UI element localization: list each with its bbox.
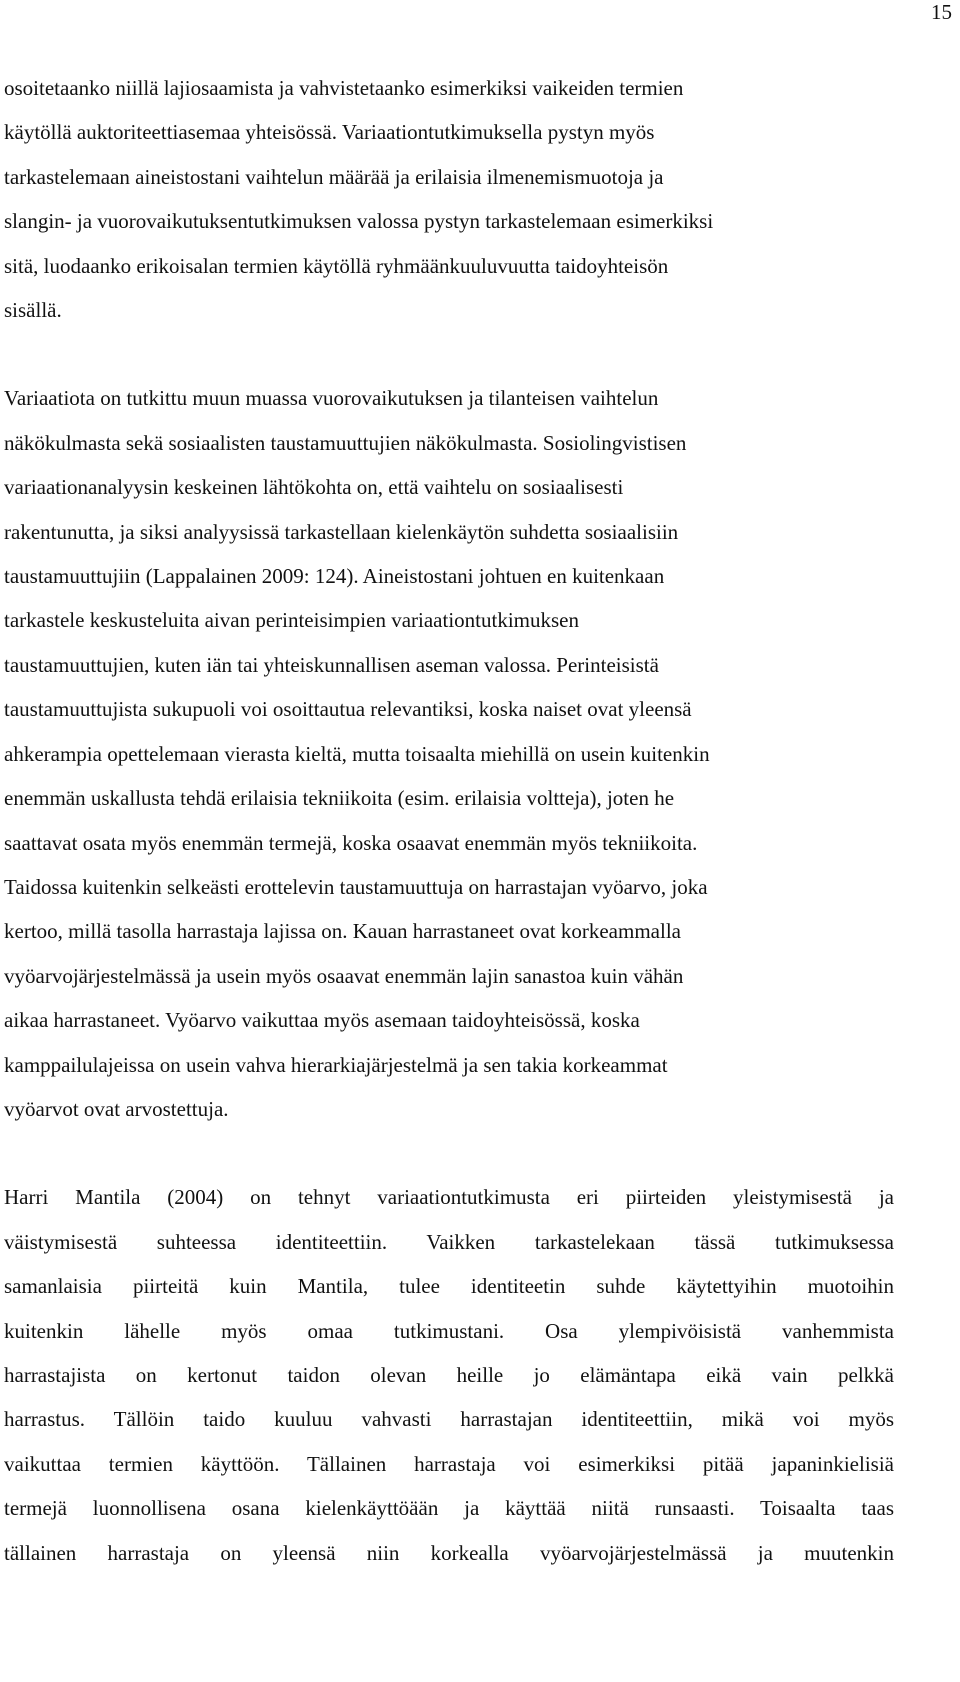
- text-line: slangin- ja vuorovaikutuksentutkimuksen valossa pystyn tarkastelemaan esimerkiksi: [4, 209, 714, 234]
- text-line: tarkastele keskusteluita aivan perinteisimpien variaationtutkimuksen: [4, 608, 579, 633]
- text-line: vaikuttaa termien käyttöön. Tällainen harrastaja voi esimerkiksi pitää japaninkielisiä: [4, 1451, 894, 1476]
- text-line: käytöllä auktoriteettiasemaa yhteisössä. Variaationtutkimuksella pystyn myös: [4, 120, 655, 145]
- text-line: taustamuuttujista sukupuoli voi osoittautua relevantiksi, koska naiset ovat yleensä: [4, 697, 692, 722]
- document-body: [4, 66, 894, 1575]
- text-line: harrastus. Tällöin taido kuuluu vahvasti harrastajan identiteettiin, mikä voi myös: [4, 1407, 894, 1432]
- text-line: kertoo, millä tasolla harrastaja lajissa on. Kauan harrastaneet ovat korkeammalla: [4, 919, 681, 944]
- text-line: termejä luonnollisena osana kielenkäyttöään ja käyttää niitä runsaasti. Toisaalta taas: [4, 1496, 894, 1521]
- text-line: tarkastelemaan aineistostani vaihtelun määrää ja erilaisia ilmenemismuotoja ja: [4, 164, 664, 189]
- text-line: Harri Mantila (2004) on tehnyt variaationtutkimusta eri piirteiden yleistymisestä ja: [4, 1185, 894, 1210]
- text-line: kuitenkin lähelle myös omaa tutkimustani. Osa ylempivöisistä vanhemmista: [4, 1318, 894, 1343]
- text-line: ahkerampia opettelemaan vierasta kieltä, mutta toisaalta miehillä on usein kuitenkin: [4, 741, 710, 766]
- text-line: tällainen harrastaja on yleensä niin korkealla vyöarvojärjestelmässä ja muutenkin: [4, 1540, 894, 1565]
- text-line: vyöarvot ovat arvostettuja.: [4, 1096, 229, 1121]
- text-line: variaationanalyysin keskeinen lähtökohta on, että vaihtelu on sosiaalisesti: [4, 475, 624, 500]
- paragraph-3: [4, 1175, 894, 1575]
- text-line: harrastajista on kertonut taidon olevan heille jo elämäntapa eikä vain pelkkä: [4, 1362, 894, 1387]
- paragraph-1: [4, 66, 894, 332]
- text-line: väistymisestä suhteessa identiteettiin. Vaikken tarkastelekaan tässä tutkimuksessa: [4, 1229, 894, 1254]
- text-line: Taidossa kuitenkin selkeästi erottelevin taustamuuttuja on harrastajan vyöarvo, joka: [4, 874, 708, 899]
- text-line: enemmän uskallusta tehdä erilaisia tekniikoita (esim. erilaisia voltteja), joten he: [4, 786, 675, 811]
- text-line: sitä, luodaanko erikoisalan termien käytöllä ryhmäänkuuluvuutta taidoyhteisön: [4, 253, 669, 278]
- text-line: aikaa harrastaneet. Vyöarvo vaikuttaa myös asemaan taidoyhteisössä, koska: [4, 1008, 640, 1033]
- text-line: taustamuuttujiin (Lappalainen 2009: 124). Aineistostani johtuen en kuitenkaan: [4, 564, 665, 589]
- text-line: osoitetaanko niillä lajiosaamista ja vahvistetaanko esimerkiksi vaikeiden termien: [4, 76, 684, 100]
- page-number: 15: [931, 0, 952, 24]
- text-line: Variaatiota on tutkittu muun muassa vuorovaikutuksen ja tilanteisen vaihtelun: [4, 386, 659, 411]
- text-line: vyöarvojärjestelmässä ja usein myös osaavat enemmän lajin sanastoa kuin vähän: [4, 963, 684, 988]
- text-line: sisällä.: [4, 298, 62, 323]
- text-line: kamppailulajeissa on usein vahva hierarkiajärjestelmä ja sen takia korkeammat: [4, 1052, 668, 1077]
- text-line: samanlaisia piirteitä kuin Mantila, tulee identiteetin suhde käytettyihin muotoihin: [4, 1274, 894, 1299]
- text-line: rakentunutta, ja siksi analyysissä tarkastellaan kielenkäytön suhdetta sosiaalisiin: [4, 519, 679, 544]
- text-line: taustamuuttujien, kuten iän tai yhteiskunnallisen aseman valossa. Perinteisistä: [4, 652, 659, 677]
- text-line: näkökulmasta sekä sosiaalisten taustamuuttujien näkökulmasta. Sosiolingvistisen: [4, 430, 687, 455]
- paragraph-2: [4, 376, 894, 1131]
- text-line: saattavat osata myös enemmän termejä, koska osaavat enemmän myös tekniikoita.: [4, 830, 698, 855]
